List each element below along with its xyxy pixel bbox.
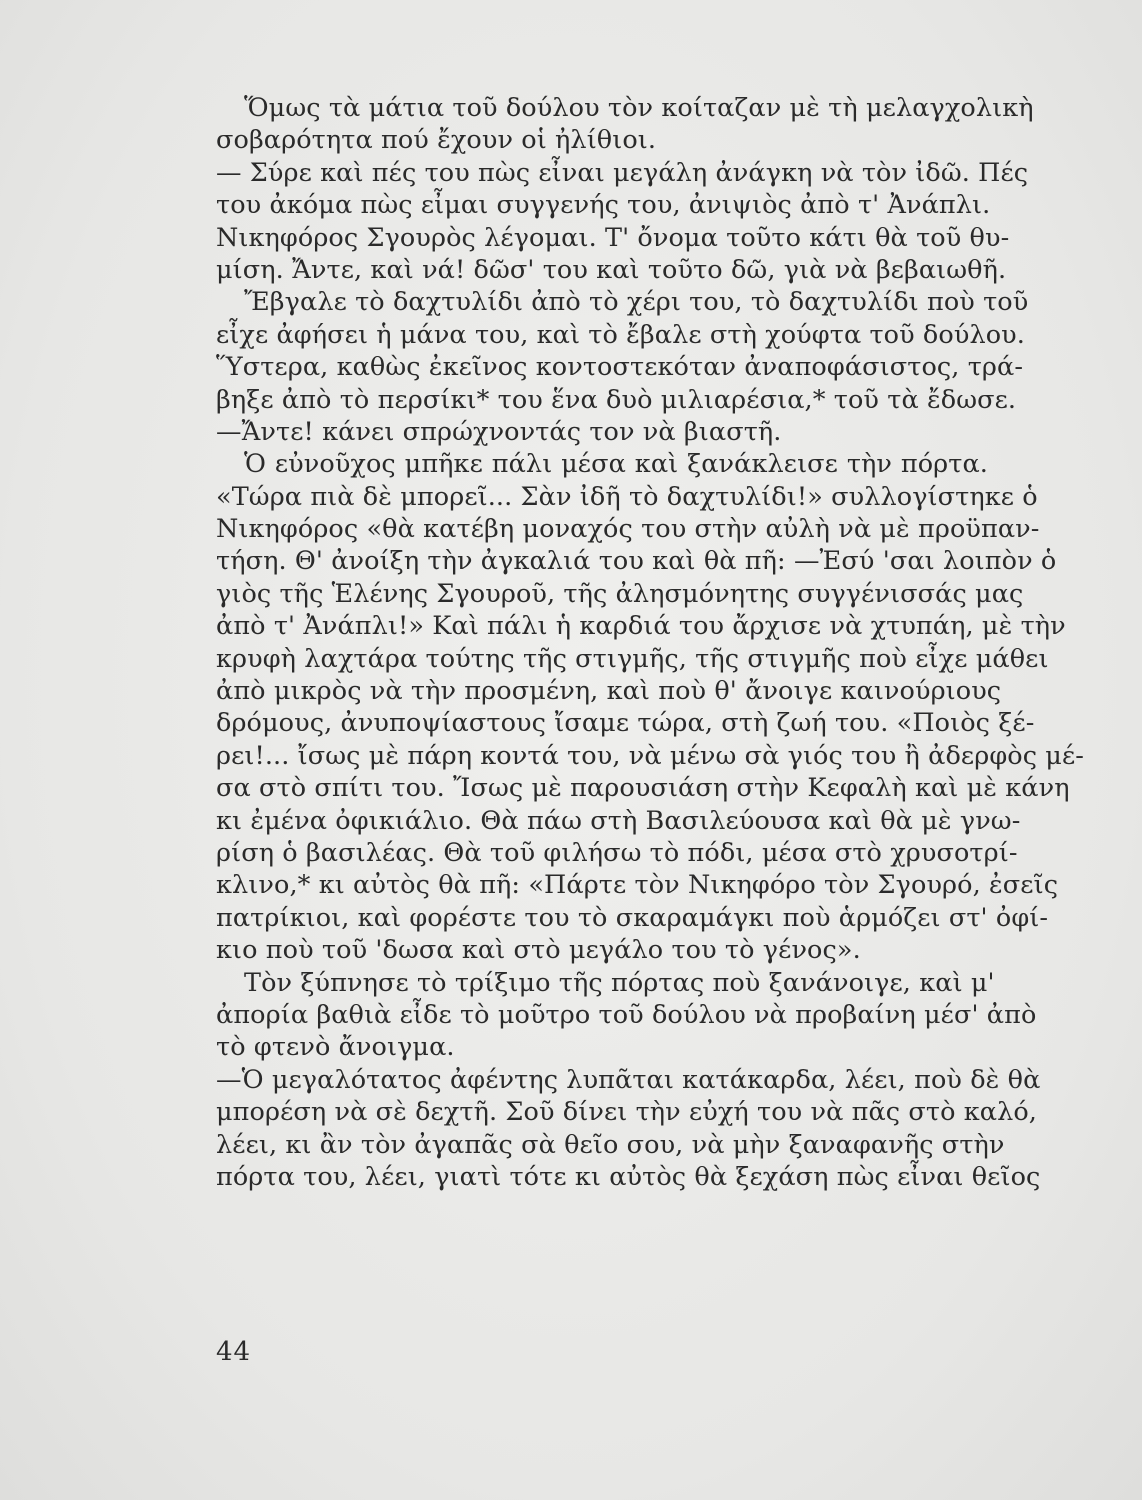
text-line: τὸ φτενὸ ἄνοιγμα.: [216, 1032, 455, 1063]
text-line: — Σύρε καὶ πές του πὼς εἶναι μεγάλη ἀνάγκη νὰ τὸν ἰδῶ. Πές: [216, 157, 1029, 188]
text-line: «Τώρα πιὰ δὲ μπορεῖ... Σὰν ἰδῆ τὸ δαχτυλίδι!» συλλογίστηκε ὁ: [216, 481, 1038, 512]
text-line: ρει!... ἴσως μὲ πάρη κοντά του, νὰ μένω σὰ γιός του ἢ ἀδερφὸς μέ-: [216, 740, 1085, 771]
text-line: του ἀκόμα πὼς εἶμαι συγγενής του, ἀνιψιὸς ἀπὸ τ' Ἀνάπλι.: [216, 190, 991, 221]
text-line: μίση. Ἄντε, καὶ νά! δῶσ' του καὶ τοῦτο δῶ, γιὰ νὰ βεβαιωθῆ.: [216, 254, 1007, 285]
text-line: ρίση ὁ βασιλέας. Θὰ τοῦ φιλήσω τὸ πόδι, μέσα στὸ χρυσοτρί-: [216, 837, 1018, 868]
text-line: ἀπὸ μικρὸς νὰ τὴν προσμένη, καὶ ποὺ θ' ἄνοιγε καινούριους: [216, 676, 1002, 707]
text-line: βηξε ἀπὸ τὸ περσίκι* του ἕνα δυὸ μιλιαρέσια,* τοῦ τὰ ἔδωσε.: [216, 384, 1017, 415]
text-line: ἀπορία βαθιὰ εἶδε τὸ μοῦτρο τοῦ δούλου νὰ προβαίνη μέσ' ἀπὸ: [216, 999, 1037, 1030]
text-line: κι ἐμένα ὀφικιάλιο. Θὰ πάω στὴ Βασιλεύουσα καὶ θὰ μὲ γνω-: [216, 805, 1021, 836]
text-line: σοβαρότητα πού ἔχουν οἱ ἠλίθιοι.: [216, 125, 657, 156]
text-line: κρυφὴ λαχτάρα τούτης τῆς στιγμῆς, τῆς στιγμῆς ποὺ εἶχε μάθει: [216, 643, 1049, 674]
text-line: τήση. Θ' ἀνοίξη τὴν ἀγκαλιά του καὶ θὰ πῆ: —Ἐσύ 'σαι λοιπὸν ὁ: [216, 546, 1057, 577]
text-line: πατρίκιοι, καὶ φορέστε του τὸ σκαραμάγκι ποὺ ἁρμόζει στ' ὀφί-: [216, 902, 1049, 933]
text-line: Ἔβγαλε τὸ δαχτυλίδι ἀπὸ τὸ χέρι του, τὸ δαχτυλίδι ποὺ τοῦ: [244, 287, 1029, 318]
text-line: —Ὁ μεγαλότατος ἀφέντης λυπᾶται κατάκαρδα, λέει, ποὺ δὲ θὰ: [216, 1064, 1041, 1095]
text-line: —Ἄντε! κάνει σπρώχνοντάς τον νὰ βιαστῆ.: [216, 416, 782, 447]
text-line: γιὸς τῆς Ἑλένης Σγουροῦ, τῆς ἀλησμόνητης συγγένισσάς μας: [216, 578, 1024, 609]
text-line: Τὸν ξύπνησε τὸ τρίξιμο τῆς πόρτας ποὺ ξανάνοιγε, καὶ μ': [244, 967, 995, 998]
page-number: 44: [216, 1337, 252, 1367]
text-line: Ὁ εὐνοῦχος μπῆκε πάλι μέσα καὶ ξανάκλεισε τὴν πόρτα.: [244, 449, 988, 480]
text-line: πόρτα του, λέει, γιατὶ τότε κι αὐτὸς θὰ ξεχάση πὼς εἶναι θεῖος: [216, 1161, 1041, 1192]
text-line: εἶχε ἀφήσει ἡ μάνα του, καὶ τὸ ἔβαλε στὴ χούφτα τοῦ δούλου.: [216, 319, 1025, 350]
text-line: ἀπὸ τ' Ἀνάπλι!» Καὶ πάλι ἡ καρδιά του ἄρχισε νὰ χτυπάη, μὲ τὴν: [216, 611, 1066, 642]
text-line: δρόμους, ἀνυποψίαστους ἴσαμε τώρα, στὴ ζωή του. «Ποιὸς ξέ-: [216, 708, 1035, 739]
text-line: μπορέση νὰ σὲ δεχτῆ. Σοῦ δίνει τὴν εὐχή του νὰ πᾶς στὸ καλό,: [216, 1097, 1038, 1128]
text-line: Νικηφόρος Σγουρὸς λέγομαι. Τ' ὄνομα τοῦτο κάτι θὰ τοῦ θυ-: [216, 222, 1010, 253]
text-line: σα στὸ σπίτι του. Ἴσως μὲ παρουσιάση στὴν Κεφαλὴ καὶ μὲ κάνη: [216, 773, 1070, 804]
body-text: [216, 92, 1085, 1193]
text-line: λέει, κι ἂν τὸν ἀγαπᾶς σὰ θεῖο σου, νὰ μὴν ξαναφανῆς στὴν: [216, 1129, 1005, 1160]
text-line: Ὅμως τὰ μάτια τοῦ δούλου τὸν κοίταζαν μὲ τὴ μελαγχολικὴ: [244, 93, 1034, 123]
text-line: Ὕστερα, καθὼς ἐκεῖνος κοντοστεκόταν ἀναποφάσιστος, τρά-: [216, 352, 1024, 383]
text-line: κιο ποὺ τοῦ 'δωσα καὶ στὸ μεγάλο του τὸ γένος».: [216, 935, 861, 966]
text-line: Νικηφόρος «θὰ κατέβη μοναχός του στὴν αὐλὴ νὰ μὲ προϋπαν-: [216, 514, 1040, 545]
text-line: κλινο,* κι αὐτὸς θὰ πῆ: «Πάρτε τὸν Νικηφόρο τὸν Σγουρό, ἐσεῖς: [216, 870, 1059, 901]
